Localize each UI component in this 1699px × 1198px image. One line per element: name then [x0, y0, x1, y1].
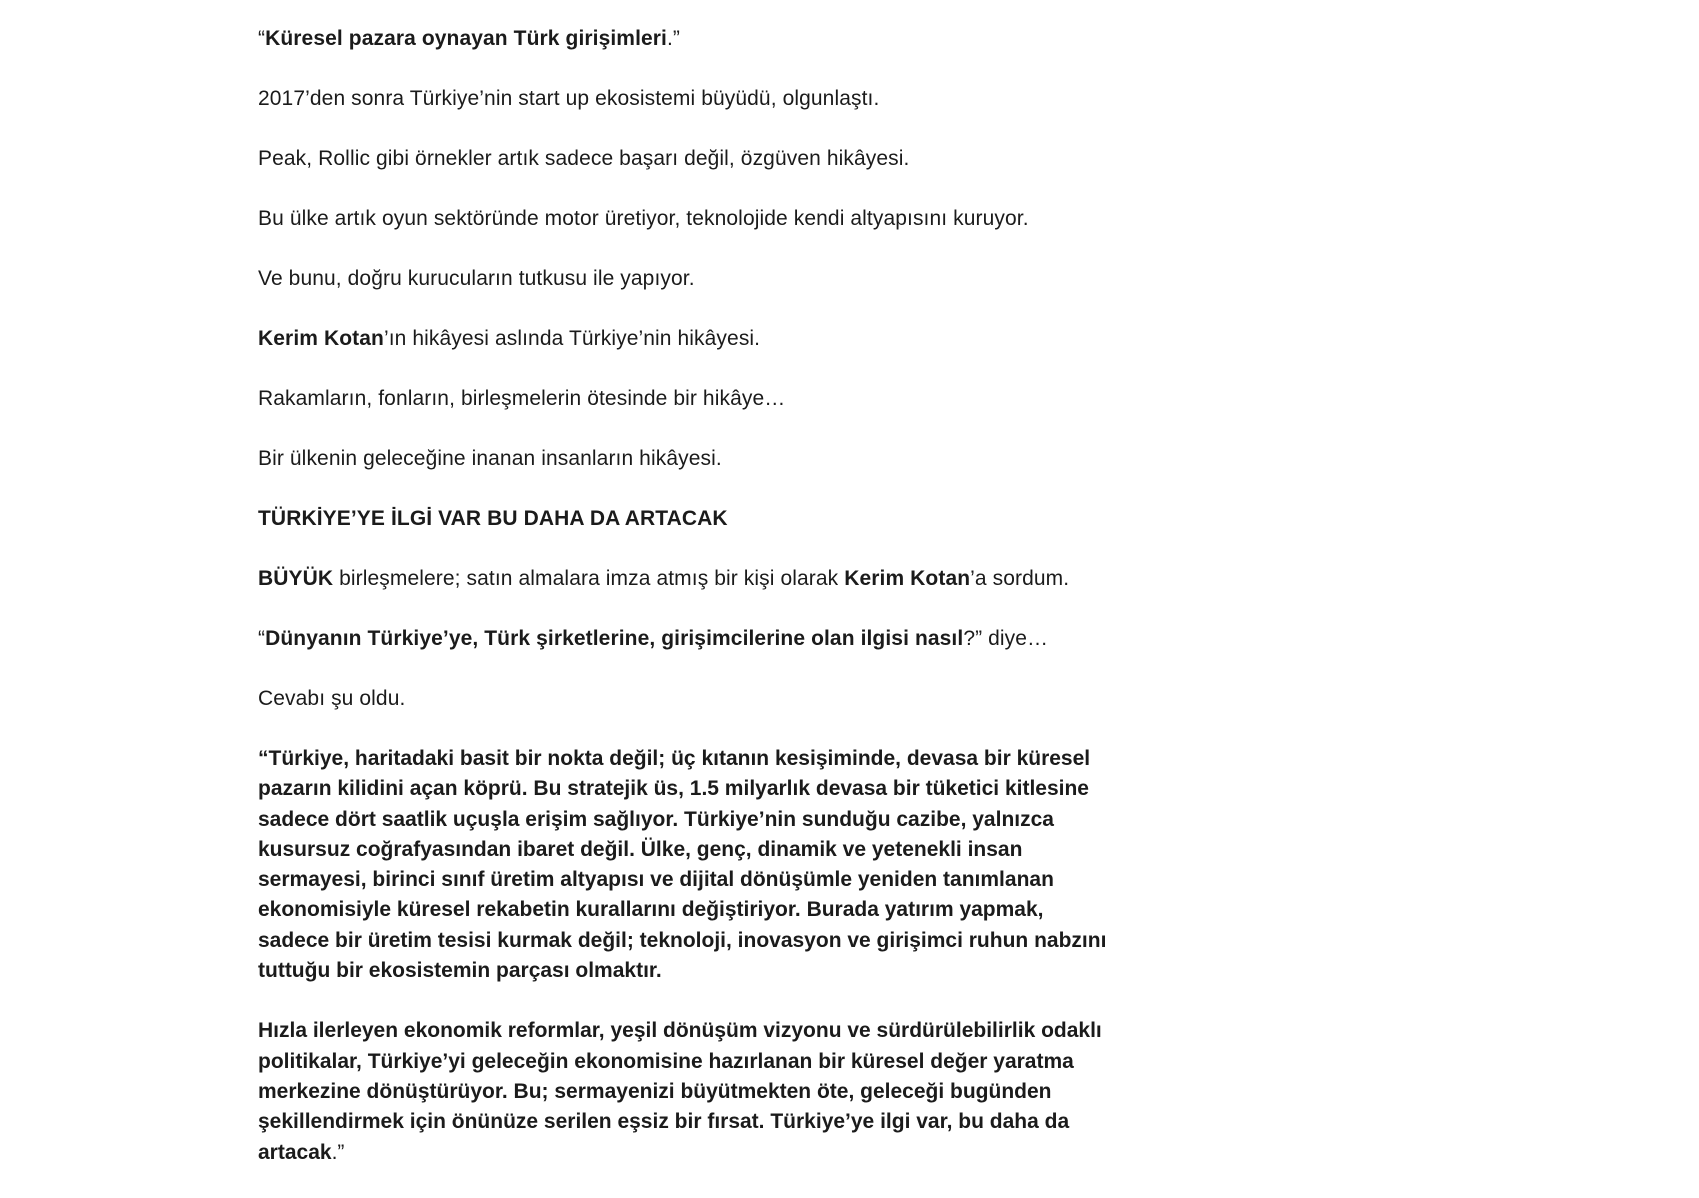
question-text: Dünyanın Türkiye’ye, Türk şirketlerine, girişimcilerine olan ilgisi nasıl	[265, 627, 964, 650]
paragraph-text-tail: ’a sordum.	[970, 567, 1070, 590]
paragraph-headline-quote	[258, 24, 1118, 54]
article-body	[258, 24, 1118, 1198]
answer-quote-1: “Türkiye, haritadaki basit bir nokta değil; üç kıtanın kesişiminde, devasa bir küresel pazarın kilidini açan köprü. Bu stratejik üs, 1.5 milyarlık devasa bir tüketici kitlesine sadece dört saatlik uçuşla erişim sağlıyor. Türkiye’nin sunduğu cazibe, yalnızca kusursuz coğrafyasından ibaret değil. Ülke, genç, dinamik ve yetenekli insan sermayesi, birinci sınıf üretim altyapısı ve dijital dönüşümle yeniden tanımlanan ekonomisiyle küresel rekabetin kurallarını değiştiriyor. Burada yatırım yapmak, sadece bir üretim tesisi kurmak değil; teknoloji, inovasyon ve girişimci ruhun nabzını tuttuğu bir ekosistemin parçası olmaktır.	[258, 747, 1107, 983]
paragraph-sector: Bu ülke artık oyun sektöründe motor üretiyor, teknolojide kendi altyapısını kuruyor.	[258, 207, 1029, 230]
paragraph-kerim-story	[258, 324, 1118, 354]
paragraph-text: ’ın hikâyesi aslında Türkiye’nin hikâyesi.	[383, 327, 761, 350]
paragraph-believers: Bir ülkenin geleceğine inanan insanların hikâyesi.	[258, 447, 722, 470]
close-quote: .”	[667, 27, 681, 50]
paragraph-question-intro	[258, 564, 1118, 594]
bold-lead: BÜYÜK	[258, 567, 334, 590]
paragraph-answer-intro: Cevabı şu oldu.	[258, 687, 406, 710]
paragraph-beyond-numbers: Rakamların, fonların, birleşmelerin ötesinde bir hikâye…	[258, 387, 786, 410]
person-name: Kerim Kotan	[844, 567, 971, 590]
close-quote: .”	[331, 1140, 345, 1164]
answer-quote-2	[258, 1016, 1118, 1167]
paragraph-founders: Ve bunu, doğru kurucuların tutkusu ile yapıyor.	[258, 267, 695, 290]
bold-phrase: Küresel pazara oynayan Türk girişimleri	[265, 27, 667, 50]
open-quote: “	[258, 27, 266, 50]
question-tail: ?” diye…	[963, 627, 1049, 650]
quote-text: Hızla ilerleyen ekonomik reformlar, yeşil dönüşüm vizyonu ve sürdürülebilirlik odaklı politikalar, Türkiye’yi geleceğin ekonomisine hazırlanan bir küresel değer yaratma merkezine dönüştürüyor. Bu; sermayenizi büyütmekten öte, geleceği bugünden şekillendirmek için önünüze serilen eşsiz bir fırsat. Türkiye’ye ilgi var, bu daha da artacak	[258, 1019, 1102, 1164]
paragraph-examples: Peak, Rollic gibi örnekler artık sadece başarı değil, özgüven hikâyesi.	[258, 147, 910, 170]
section-heading: TÜRKİYE’YE İLGİ VAR BU DAHA DA ARTACAK	[258, 507, 728, 530]
open-quote: “	[258, 627, 266, 650]
person-name: Kerim Kotan	[258, 327, 384, 350]
paragraph-text: birleşmelere; satın almalara imza atmış bir kişi olarak	[333, 567, 845, 590]
paragraph-question	[258, 624, 1118, 654]
paragraph-ecosystem: 2017’den sonra Türkiye’nin start up ekosistemi büyüdü, olgunlaştı.	[258, 87, 880, 110]
